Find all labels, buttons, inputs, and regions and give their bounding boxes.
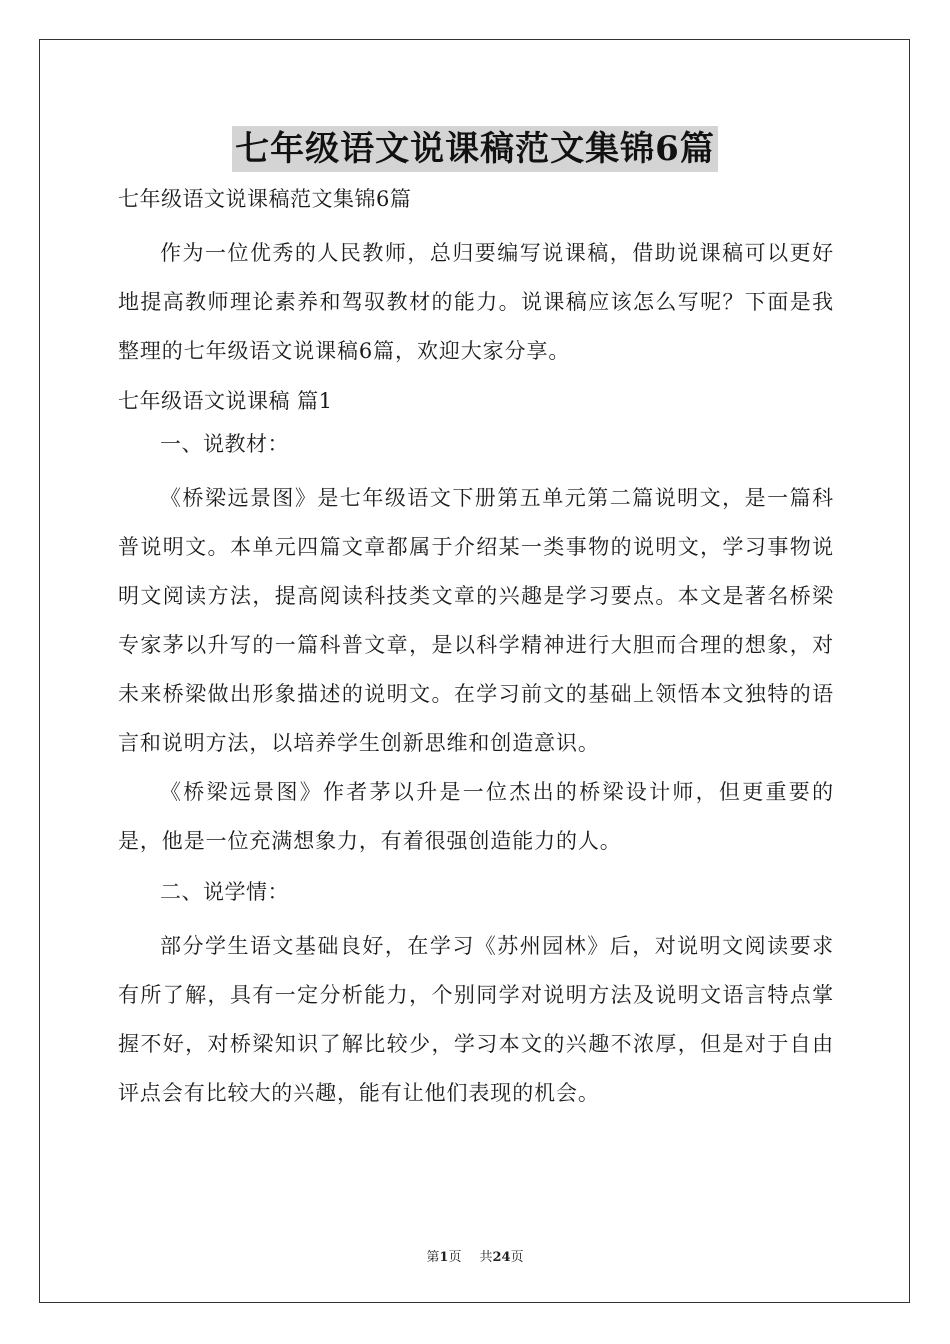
- title-container: [0, 126, 950, 172]
- page-number: 1: [439, 1250, 449, 1265]
- page-footer: [0, 1246, 950, 1265]
- document-subtitle: 七年级语文说课稿范文集锦6篇: [118, 187, 412, 211]
- section-title: 七年级语文说课稿 篇1: [118, 389, 333, 413]
- total-prefix: 共: [479, 1250, 493, 1265]
- paragraph-teaching-material-2: 《桥梁远景图》作者茅以升是一位杰出的桥梁设计师，但更重要的是，他是一位充满想象力，有着很强创造能力的人。: [118, 780, 834, 853]
- heading-teaching-material: 一、说教材：: [160, 432, 289, 456]
- paragraph-student-situation: 部分学生语文基础良好，在学习《苏州园林》后，对说明文阅读要求有所了解，具有一定分析能力，个别同学对说明方法及说明文语言特点掌握不好，对桥梁知识了解比较少，学习本文的兴趣不浓厚，但是对于自由评点会有比较大的兴趣，能有让他们表现的机会。: [118, 934, 834, 1105]
- document-body: [118, 182, 834, 1118]
- page-prefix: 第: [426, 1250, 440, 1265]
- intro-paragraph: 作为一位优秀的人民教师，总归要编写说课稿，借助说课稿可以更好地提高教师理论素养和驾驭教材的能力。说课稿应该怎么写呢？下面是我整理的七年级语文说课稿6篇，欢迎大家分享。: [118, 241, 834, 363]
- heading-student-situation: 二、说学情：: [160, 880, 289, 904]
- total-suffix: 页: [510, 1250, 524, 1265]
- page-suffix: 页: [448, 1250, 462, 1265]
- paragraph-teaching-material-1: 《桥梁远景图》是七年级语文下册第五单元第二篇说明文，是一篇科普说明文。本单元四篇文章都属于介绍某一类事物的说明文，学习事物说明文阅读方法，提高阅读科技类文章的兴趣是学习要点。本文是著名桥梁专家茅以升写的一篇科普文章，是以科学精神进行大胆而合理的想象，对未来桥梁做出形象描述的说明文。在学习前文的基础上领悟本文独特的语言和说明方法，以培养学生创新思维和创造意识。: [118, 486, 834, 755]
- total-pages: 24: [492, 1250, 511, 1265]
- document-title: 七年级语文说课稿范文集锦6篇: [232, 126, 718, 172]
